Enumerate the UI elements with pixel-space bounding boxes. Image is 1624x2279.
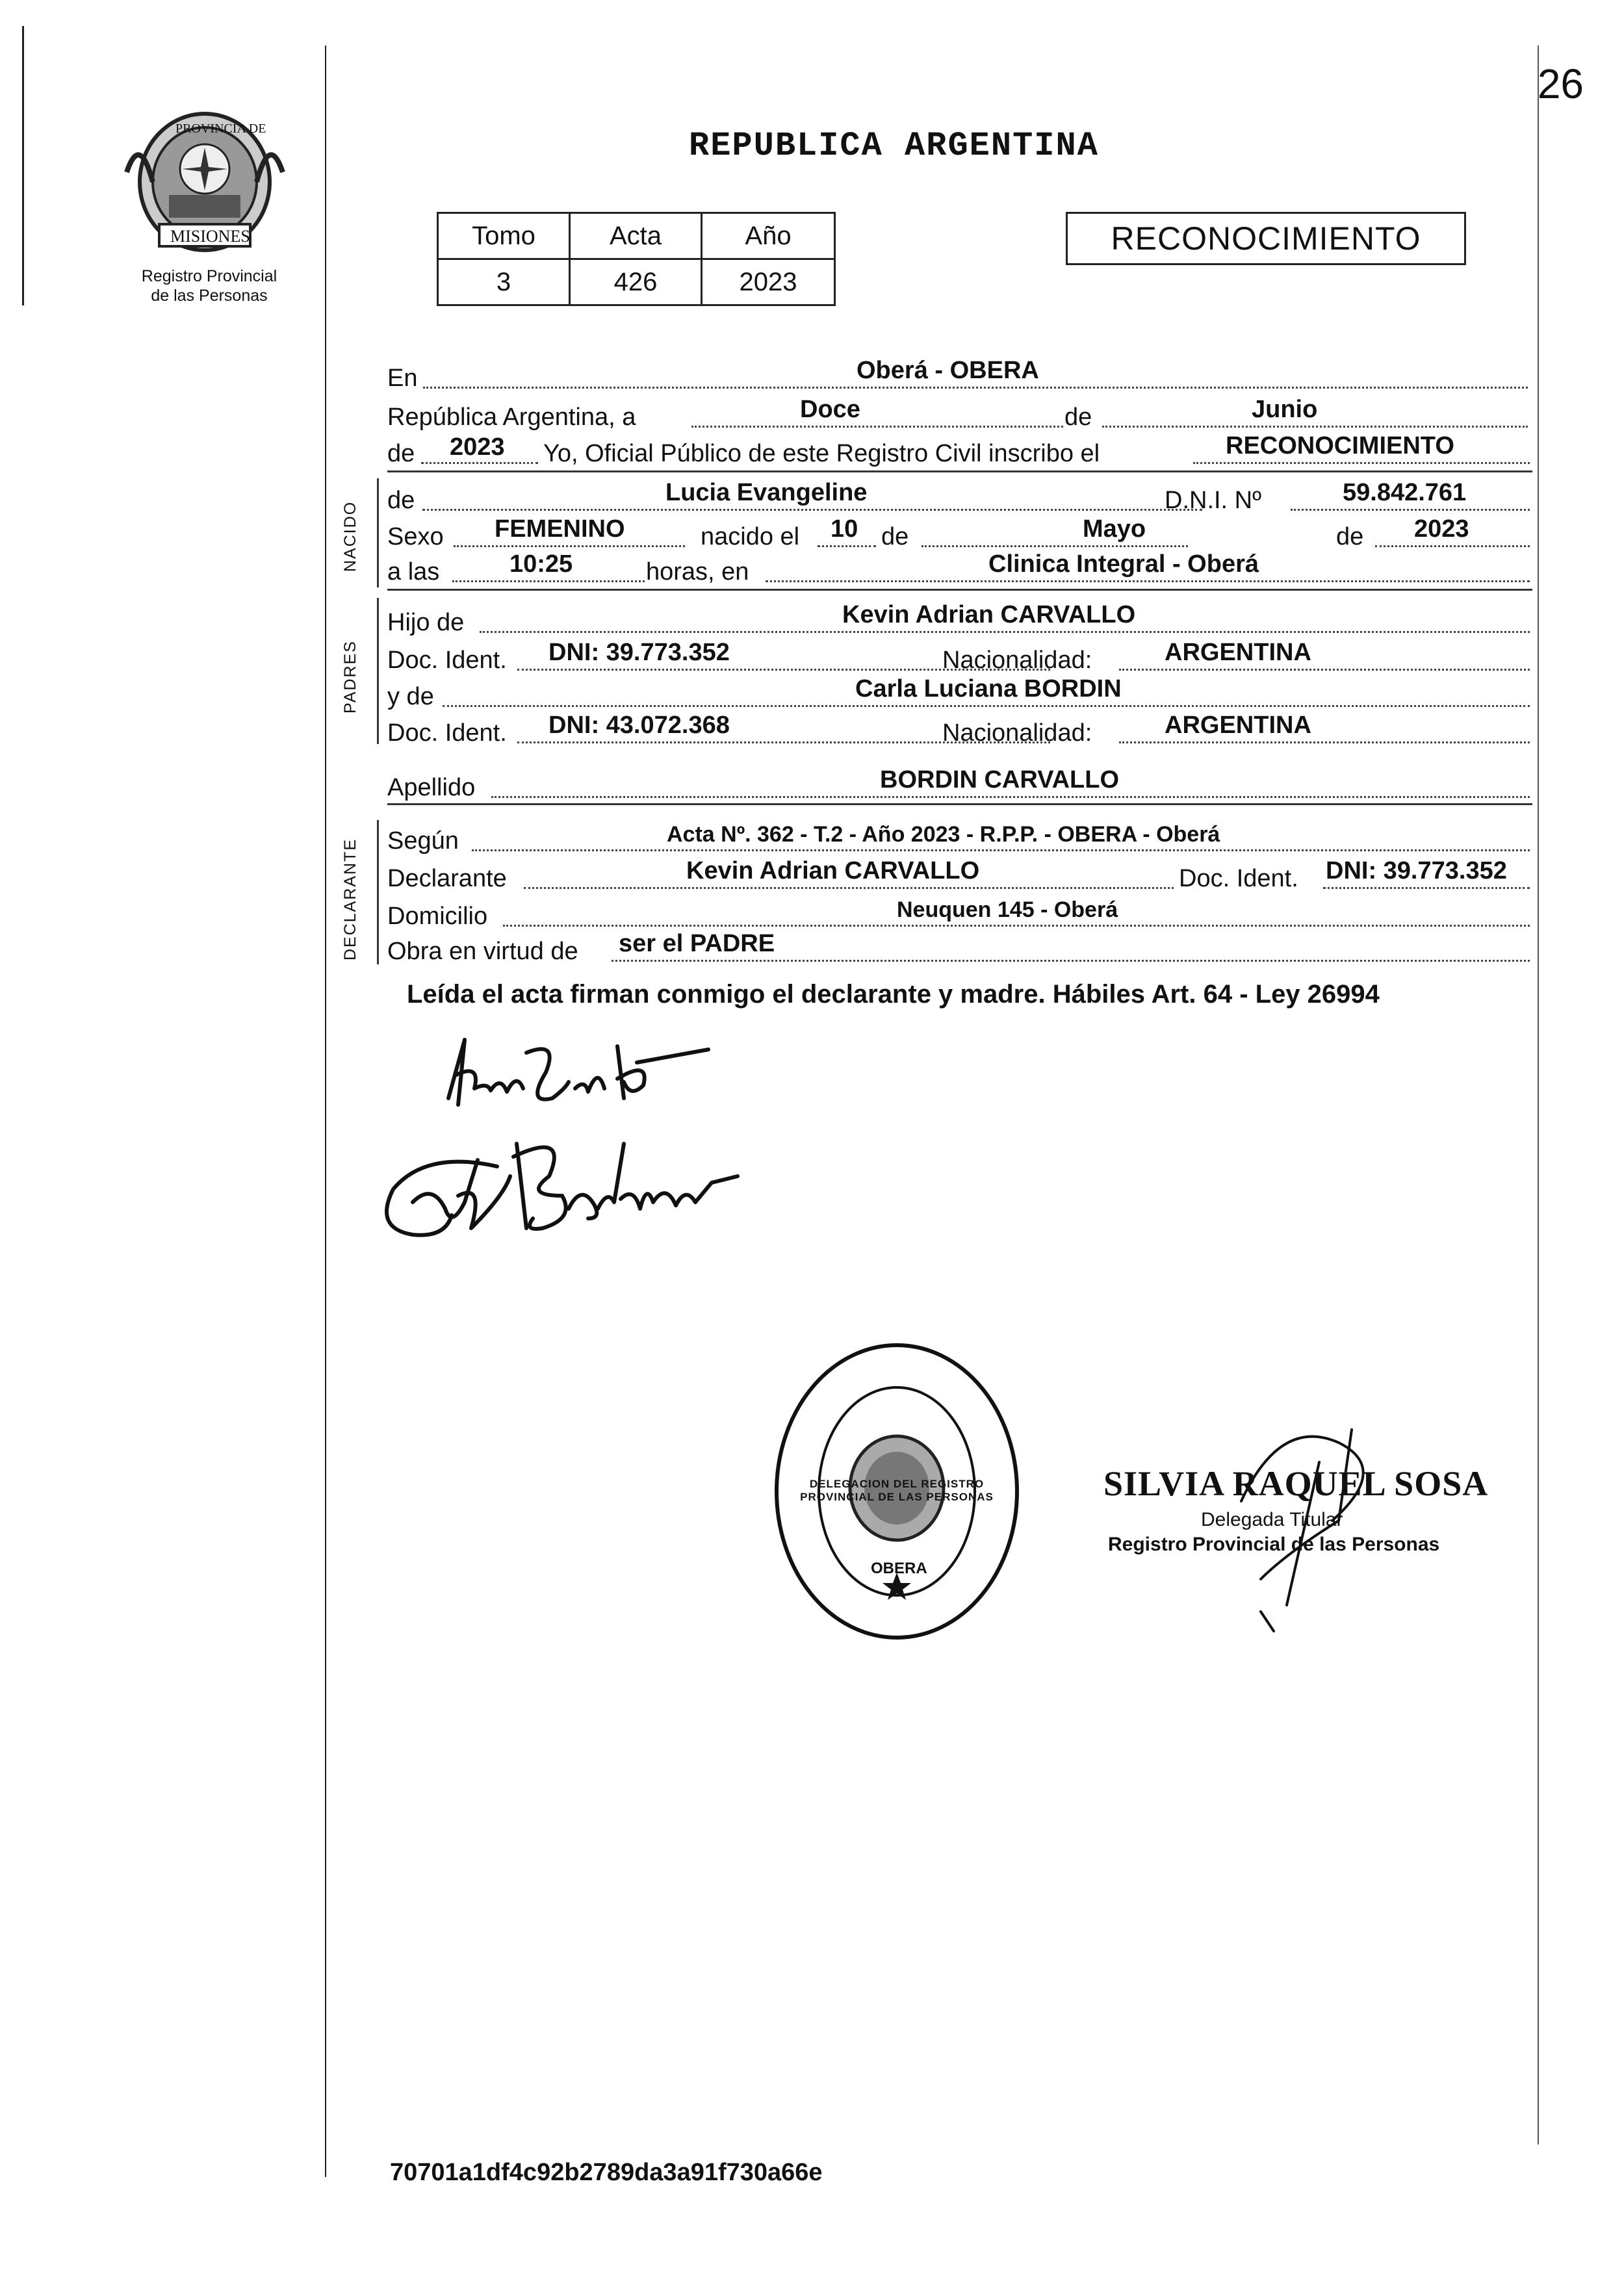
row-apellido <box>387 766 1531 802</box>
mother-doc-value: DNI: 43.072.368 <box>548 712 730 739</box>
logo-caption-line1: Registro Provincial <box>141 267 277 285</box>
register-table <box>437 212 836 306</box>
horas-label: horas, en <box>646 558 749 586</box>
sexo-label: Sexo <box>387 523 444 550</box>
mother-doc-label: Doc. Ident. <box>387 719 507 747</box>
de2-label: de <box>387 440 415 467</box>
header-anio: Año <box>702 213 835 259</box>
divider <box>387 589 1532 591</box>
binding-line <box>325 45 326 2177</box>
nacido-el-label: nacido el <box>701 523 800 550</box>
province-logo <box>123 107 286 263</box>
page-title: REPUBLICA ARGENTINA <box>689 127 1099 165</box>
act-type-box: RECONOCIMIENTO <box>1066 212 1466 265</box>
official-office: Registro Provincial de las Personas <box>1108 1534 1440 1555</box>
section-label-padres: PADRES <box>341 640 359 714</box>
value-acta: 426 <box>570 259 702 305</box>
de-label-3: de <box>1336 523 1364 550</box>
republica-label: República Argentina, a <box>387 404 636 431</box>
logo-caption <box>112 266 307 305</box>
mother-signature <box>374 1105 777 1254</box>
father-doc-label: Doc. Ident. <box>387 647 507 674</box>
value-anio: 2023 <box>702 259 835 305</box>
declarante-value: Kevin Adrian CARVALLO <box>686 857 980 884</box>
row-father <box>387 600 1531 637</box>
seal-ring-text: DELEGACION DEL REGISTRO PROVINCIAL DE LAS PERSONAS <box>800 1478 994 1503</box>
official-role: Delegada Titular <box>1201 1509 1343 1530</box>
value-tomo: 3 <box>438 259 570 305</box>
official-signature <box>1222 1417 1482 1638</box>
birth-time-value: 10:25 <box>509 550 573 578</box>
birth-day-value: 10 <box>831 515 858 543</box>
row-declarante <box>387 856 1531 893</box>
right-margin-line <box>1538 45 1539 2144</box>
father-name-value: Kevin Adrian CARVALLO <box>842 601 1136 628</box>
father-nat-label: Nacionalidad: <box>942 647 1092 674</box>
divider <box>387 470 1532 472</box>
birth-month-value: Mayo <box>1083 515 1146 543</box>
row-en <box>387 356 1531 393</box>
obra-value: ser el PADRE <box>619 930 775 957</box>
de-label: de <box>1064 404 1092 431</box>
bracket-padres <box>377 598 379 744</box>
segun-label: Según <box>387 827 459 855</box>
sexo-value: FEMENINO <box>495 515 625 543</box>
alas-label: a las <box>387 558 440 586</box>
father-doc-value: DNI: 39.773.352 <box>548 639 730 666</box>
month-value: Junio <box>1252 396 1318 423</box>
father-nat-value: ARGENTINA <box>1165 639 1311 666</box>
row-year <box>387 431 1531 468</box>
segun-value: Acta Nº. 362 - T.2 - Año 2023 - R.P.P. - OBERA - Oberá <box>667 822 1220 847</box>
mother-nat-value: ARGENTINA <box>1165 712 1311 739</box>
row-father-doc <box>387 638 1531 675</box>
row-nacido-name <box>387 478 1531 515</box>
day-value: Doce <box>800 396 860 423</box>
official-seal <box>767 1339 1027 1644</box>
birth-year-value: 2023 <box>1414 515 1469 543</box>
header-acta: Acta <box>570 213 702 259</box>
logo-top-text: PROVINCIA DE <box>175 122 266 136</box>
row-hora <box>387 550 1531 586</box>
left-margin-line <box>22 26 24 305</box>
logo-caption-line2: de las Personas <box>151 287 268 305</box>
domicilio-value: Neuquen 145 - Oberá <box>897 897 1118 922</box>
row-segun <box>387 819 1531 855</box>
row-mother-doc <box>387 711 1531 747</box>
de-label-2: de <box>881 523 909 550</box>
yde-label: y de <box>387 683 434 710</box>
inscribo-value: RECONOCIMIENTO <box>1226 432 1454 459</box>
row-obra <box>387 929 1531 966</box>
row-sexo <box>387 515 1531 551</box>
child-name-value: Lucia Evangeline <box>665 479 868 506</box>
section-label-declarante: DECLARANTE <box>341 838 359 960</box>
obra-label: Obra en virtud de <box>387 938 578 965</box>
bracket-nacido <box>377 478 379 587</box>
domicilio-label: Domicilio <box>387 903 488 930</box>
mother-name-value: Carla Luciana BORDIN <box>855 675 1122 702</box>
header-tomo: Tomo <box>438 213 570 259</box>
hijo-label: Hijo de <box>387 609 465 636</box>
year-value: 2023 <box>450 433 505 461</box>
dni-label: D.N.I. Nº <box>1165 487 1261 514</box>
divider <box>387 803 1532 805</box>
page-number: 26 <box>1537 60 1584 107</box>
child-dni-value: 59.842.761 <box>1343 479 1467 506</box>
document-hash: 70701a1df4c92b2789da3a91f730a66e <box>390 2159 823 2186</box>
apellido-label: Apellido <box>387 774 476 801</box>
en-label: En <box>387 365 418 392</box>
declarante-label: Declarante <box>387 865 507 892</box>
declarante-doc-label: Doc. Ident. <box>1179 865 1298 892</box>
section-label-nacido: NACIDO <box>341 500 359 572</box>
apellido-value: BORDIN CARVALLO <box>880 766 1120 793</box>
birth-place-value: Clinica Integral - Oberá <box>988 550 1259 578</box>
logo-bottom-text: MISIONES <box>170 227 250 246</box>
mother-nat-label: Nacionalidad: <box>942 719 1092 747</box>
row-domicilio <box>387 894 1531 931</box>
yo-text: Yo, Oficial Público de este Registro Civil inscribo el <box>543 440 1100 467</box>
closing-statement: Leída el acta firman conmigo el declarante y madre. Hábiles Art. 64 - Ley 26994 <box>407 980 1380 1009</box>
row-republica <box>387 395 1531 431</box>
row-mother <box>387 675 1531 711</box>
declarante-doc-value: DNI: 39.773.352 <box>1326 857 1507 884</box>
official-name: SILVIA RAQUEL SOSA <box>1103 1464 1489 1503</box>
en-value: Oberá - OBERA <box>857 357 1039 384</box>
nacido-de-label: de <box>387 487 415 514</box>
bracket-declarante <box>377 820 379 964</box>
seal-bottom-text: OBERA <box>871 1560 927 1577</box>
